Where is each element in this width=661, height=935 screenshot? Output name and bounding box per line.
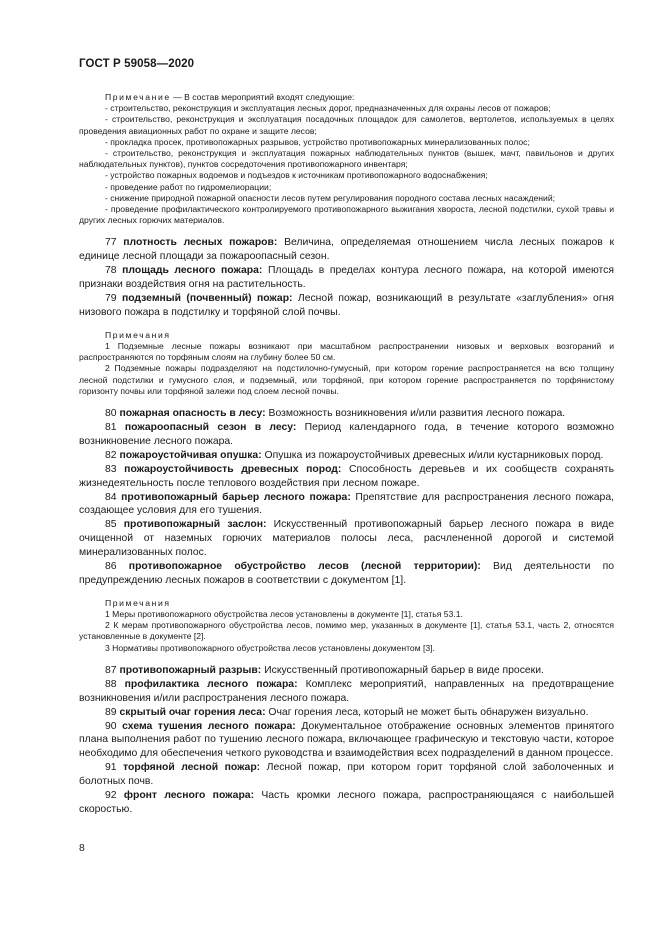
term-definition: Комплекс мероприятий, направленных на предотвращение возникновения и/или распространения лесного пожара. [79,678,614,704]
term-number: 90 [105,720,117,732]
note-1-intro [79,92,614,103]
term-entry [79,664,614,678]
term-number: 77 [105,237,117,249]
term-definition: Возможность возникновения и/или развития лесного пожара. [265,408,566,420]
note-item: 3 Нормативы противопожарного обустройства лесов установлены документом [3]. [105,642,435,653]
note-block-1 [79,92,614,226]
term-number: 87 [105,664,117,676]
term-name: пожароустойчивость древесных пород: [124,463,342,475]
term-number: 88 [105,678,117,690]
term-entry [79,491,614,519]
term-entry [79,292,614,320]
term-name: профилактика лесного пожара: [124,678,298,690]
term-definition: Препятствие для распространения лесного пожара, создающее условия для его тушения. [79,491,614,517]
terms-group-a [79,236,614,319]
note-item: - проведение работ по гидромелиорации; [105,181,272,192]
note-item: 2 Подземные пожары подразделяют на подстилочно-гумусный, при котором горение распространяется на всю толщину лесной подстилки и гумусного слоя, и подземный, или торфяной, при котором горение распространяется по торфянистому горизонту почвы или торфяной залежи под слоем лесной почвы. [79,363,614,396]
term-entry [79,264,614,292]
term-entry [79,236,614,264]
term-number: 78 [105,265,117,277]
document-header: ГОСТ Р 59058—2020 [79,58,195,70]
term-definition: Документальное отображение основных элементов принятого плана выполнения работ по тушению лесного пожара, включающее графическую и текстовую части, которое необходимо для обеспечения четкого руководства и взаимодействия всех подразделений в данном процессе. [79,720,614,760]
note-item: - строительство, реконструкция и эксплуатация лесных дорог, предназначенных для охраны лесов от пожаров; [105,103,551,114]
term-name: пожароопасный сезон в лесу: [124,422,297,433]
term-definition: Площадь в пределах контура лесного пожара, на которой имеются признаки воздействия огня на растительность. [79,265,614,291]
term-name: противопожарный барьер лесного пожара: [121,491,351,503]
note-1-intro-text: — В состав мероприятий входят следующие: [170,92,355,102]
note-item: - прокладка просек, противопожарных разрывов, устройство противопожарных минерализованных полос; [105,136,530,147]
note-item: - устройство пожарных водоемов и подъездов к источникам противопожарного водоснабжения; [105,170,488,181]
term-number: 81 [105,422,117,433]
term-definition: Опушка из пожароустойчивых древесных и/или кустарниковых пород. [261,449,604,461]
term-entry [79,518,614,560]
term-entry [79,407,614,421]
page-number: 8 [79,843,85,854]
term-name: скрытый очаг горения леса: [119,706,266,718]
term-entry [79,463,614,491]
term-definition: Искусственный противопожарный барьер в виде просеки. [261,664,544,676]
note-item: 1 Меры противопожарного обустройства лесов установлены в документе [1], статья 53.1. [105,609,463,620]
note-heading: Примечания [105,597,171,608]
term-number: 79 [105,293,117,305]
term-name: плотность лесных пожаров: [123,237,278,249]
terms-group-c [79,664,614,817]
term-name: противопожарный заслон: [123,519,267,531]
note-item: 2 К мерам противопожарного обустройства лесов, помимо мер, указанных в документе [1], статья 53.1, часть 2, относятся установленные в документе [2]. [79,620,614,642]
term-definition: Очаг горения леса, который не может быть обнаружен визуально. [265,706,589,718]
term-entry [79,761,614,789]
term-entry [79,678,614,706]
term-definition: Лесной пожар, возникающий в результате «заглубления» огня низового пожара в подстилку и торфяной слой почвы. [79,293,614,318]
note-item: - проведение профилактического контролируемого противопожарного выжигания хвороста, лесной подстилки, сухой травы и других лесных горючих материалов. [79,204,614,226]
term-name: площадь лесного пожара: [122,265,263,277]
note-item: - строительство, реконструкция и эксплуатация посадочных площадок для самолетов, вертолетов, используемых в целях проведения авиационных работ по охране и защите лесов; [79,114,614,136]
term-number: 91 [105,762,117,774]
term-name: пожароустойчивая опушка: [119,449,262,461]
term-number: 92 [105,790,117,802]
term-definition: Способность деревьев и их сообществ сохранять жизнедеятельность после теплового воздействия при лесном пожаре. [79,463,614,489]
term-entry [79,449,614,463]
term-number: 89 [105,706,117,718]
term-number: 84 [105,491,117,503]
term-name: торфяной лесной пожар: [123,762,261,774]
term-name: схема тушения лесного пожара: [122,720,296,732]
term-definition: Часть кромки лесного пожара, распространяющаяся с наибольшей скоростью. [79,790,614,815]
page-content [79,92,614,817]
note-item: - строительство, реконструкция и эксплуатация пожарных наблюдательных пунктов (вышек, мачт, павильонов и других наблюдательных пунктов), пунктов сосредоточения противопожарного инвентаря; [79,148,614,170]
note-block-2 [79,330,614,397]
term-number: 86 [105,561,117,573]
term-entry [79,706,614,720]
note-item: 1 Подземные лесные пожары возникают при масштабном распространении низовых и верховых возгораний и распространяются по торфяным слоям на глубину более 50 см. [79,341,614,363]
term-entry [79,421,614,449]
term-name: противопожарное обустройство лесов (лесной территории): [128,561,481,573]
term-definition: Вид деятельности по предупреждению лесных пожаров в соответствии с документом [1]. [79,561,615,586]
terms-group-b [79,407,614,588]
term-name: подземный (почвенный) пожар: [121,293,293,305]
term-name: пожарная опасность в лесу: [119,408,266,420]
term-definition: Величина, определяемая отношением числа лесных пожаров к единице лесной площади за пожароопасный сезон. [79,237,614,263]
term-name: фронт лесного пожара: [123,790,255,802]
term-definition: Лесной пожар, при котором горит торфяной слой заболоченных и болотных почв. [79,762,614,788]
term-number: 85 [105,519,117,531]
note-item: - снижение природной пожарной опасности лесов путем регулирования породного состава лесных насаждений; [105,192,556,203]
term-entry [79,789,614,817]
term-name: противопожарный разрыв: [119,664,262,676]
term-number: 80 [105,408,117,420]
term-entry [79,560,614,588]
note-heading: Примечания [105,329,171,340]
term-definition: Искусственный противопожарный барьер лесного пожара в виде очищенной от наземных горючих материалов полосы леса, расчлененной дорогой и системой минерализованных полос. [79,519,614,559]
note-block-3 [79,598,614,654]
note-heading: Примечание [105,92,171,102]
term-definition: Период календарного года, в течение которого возможно возникновение лесного пожара. [79,422,614,447]
term-number: 83 [105,463,117,475]
term-number: 82 [105,449,117,461]
term-entry [79,720,614,762]
